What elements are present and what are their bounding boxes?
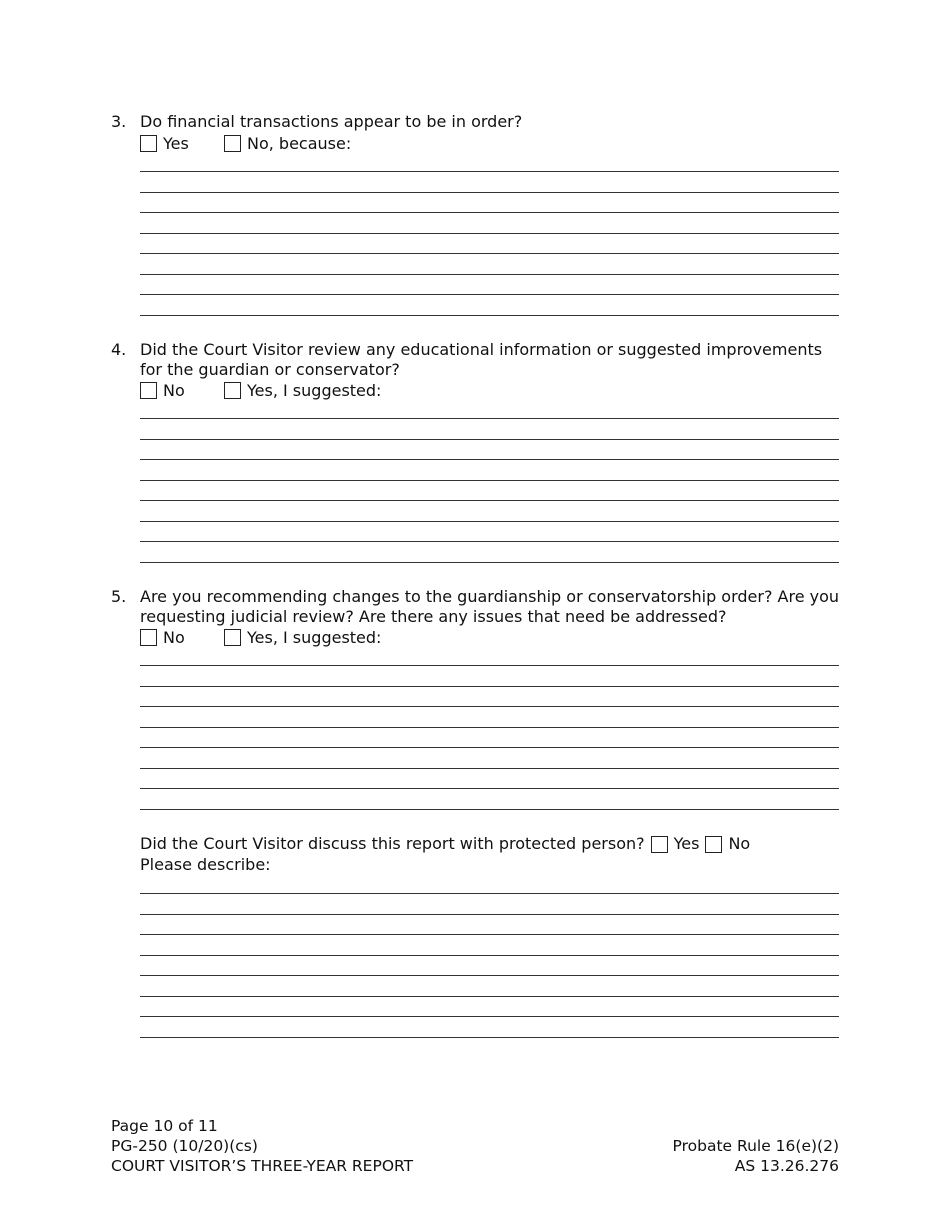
option-label: Yes [673, 834, 700, 853]
no-checkbox[interactable] [224, 135, 241, 152]
option-yes-suggested[interactable] [224, 381, 381, 400]
no-checkbox[interactable] [140, 382, 157, 399]
answer-line[interactable] [140, 914, 839, 915]
answer-line[interactable] [140, 459, 839, 460]
answer-line[interactable] [140, 955, 839, 956]
question-text: Are you recommending changes to the guardianship or conservatorship order? Are you requesting judicial review? Are there any issues that need be addressed? [140, 587, 840, 626]
answer-line[interactable] [140, 315, 839, 316]
statute-reference: AS 13.26.276 [734, 1157, 839, 1175]
question-options [140, 380, 381, 400]
option-yes[interactable] [140, 134, 224, 153]
answer-line[interactable] [140, 274, 839, 275]
answer-line[interactable] [140, 1037, 839, 1038]
discuss-option-no[interactable] [705, 834, 750, 854]
form-code: PG-250 (10/20)(cs) [111, 1137, 258, 1155]
answer-line[interactable] [140, 727, 839, 728]
answer-line[interactable] [140, 500, 839, 501]
question-number: 3. [111, 112, 127, 131]
option-no[interactable] [140, 628, 224, 647]
answer-line[interactable] [140, 171, 839, 172]
answer-line[interactable] [140, 996, 839, 997]
answer-line[interactable] [140, 975, 839, 976]
question-number: 5. [111, 587, 127, 606]
answer-line[interactable] [140, 747, 839, 748]
option-label: No [163, 627, 185, 647]
question-number: 4. [111, 340, 127, 359]
answer-line[interactable] [140, 480, 839, 481]
yes-checkbox[interactable] [224, 382, 241, 399]
answer-line[interactable] [140, 294, 839, 295]
answer-line[interactable] [140, 418, 839, 419]
option-label: Yes, I suggested: [247, 380, 382, 400]
answer-line[interactable] [140, 212, 839, 213]
answer-line[interactable] [140, 233, 839, 234]
discuss-option-yes[interactable] [651, 834, 700, 854]
option-no[interactable] [140, 381, 224, 400]
question-options [140, 627, 381, 647]
answer-line[interactable] [140, 1016, 839, 1017]
answer-line[interactable] [140, 893, 839, 894]
no-checkbox[interactable] [705, 836, 722, 853]
option-label: No [163, 380, 185, 400]
yes-checkbox[interactable] [651, 836, 668, 853]
answer-line[interactable] [140, 809, 839, 810]
discuss-question [140, 834, 750, 854]
answer-line[interactable] [140, 706, 839, 707]
option-label: Yes, I suggested: [247, 627, 382, 647]
discuss-question-text: Did the Court Visitor discuss this report with protected person? [140, 834, 645, 853]
answer-line[interactable] [140, 541, 839, 542]
form-title: COURT VISITOR’S THREE-YEAR REPORT [111, 1157, 414, 1175]
option-label: No [728, 834, 751, 853]
option-label: Yes [163, 133, 189, 153]
answer-line[interactable] [140, 192, 839, 193]
answer-line[interactable] [140, 439, 839, 440]
footer-left [111, 1116, 413, 1176]
answer-line[interactable] [140, 521, 839, 522]
option-label: No, because: [247, 133, 352, 153]
answer-line[interactable] [140, 665, 839, 666]
option-no-because[interactable] [224, 134, 351, 153]
footer-right [673, 1136, 839, 1176]
question-options [140, 133, 351, 153]
answer-line[interactable] [140, 686, 839, 687]
answer-line[interactable] [140, 788, 839, 789]
yes-checkbox[interactable] [140, 135, 157, 152]
option-yes-suggested[interactable] [224, 628, 381, 647]
answer-line[interactable] [140, 562, 839, 563]
yes-checkbox[interactable] [224, 629, 241, 646]
question-text: Did the Court Visitor review any educational information or suggested improvements for the guardian or conservator? [140, 340, 823, 379]
probate-rule: Probate Rule 16(e)(2) [672, 1137, 839, 1155]
no-checkbox[interactable] [140, 629, 157, 646]
answer-line[interactable] [140, 253, 839, 254]
page-number: Page 10 of 11 [111, 1117, 218, 1135]
answer-line[interactable] [140, 768, 839, 769]
question-text: Do financial transactions appear to be in order? [140, 112, 523, 131]
answer-line[interactable] [140, 934, 839, 935]
describe-label: Please describe: [140, 855, 271, 874]
